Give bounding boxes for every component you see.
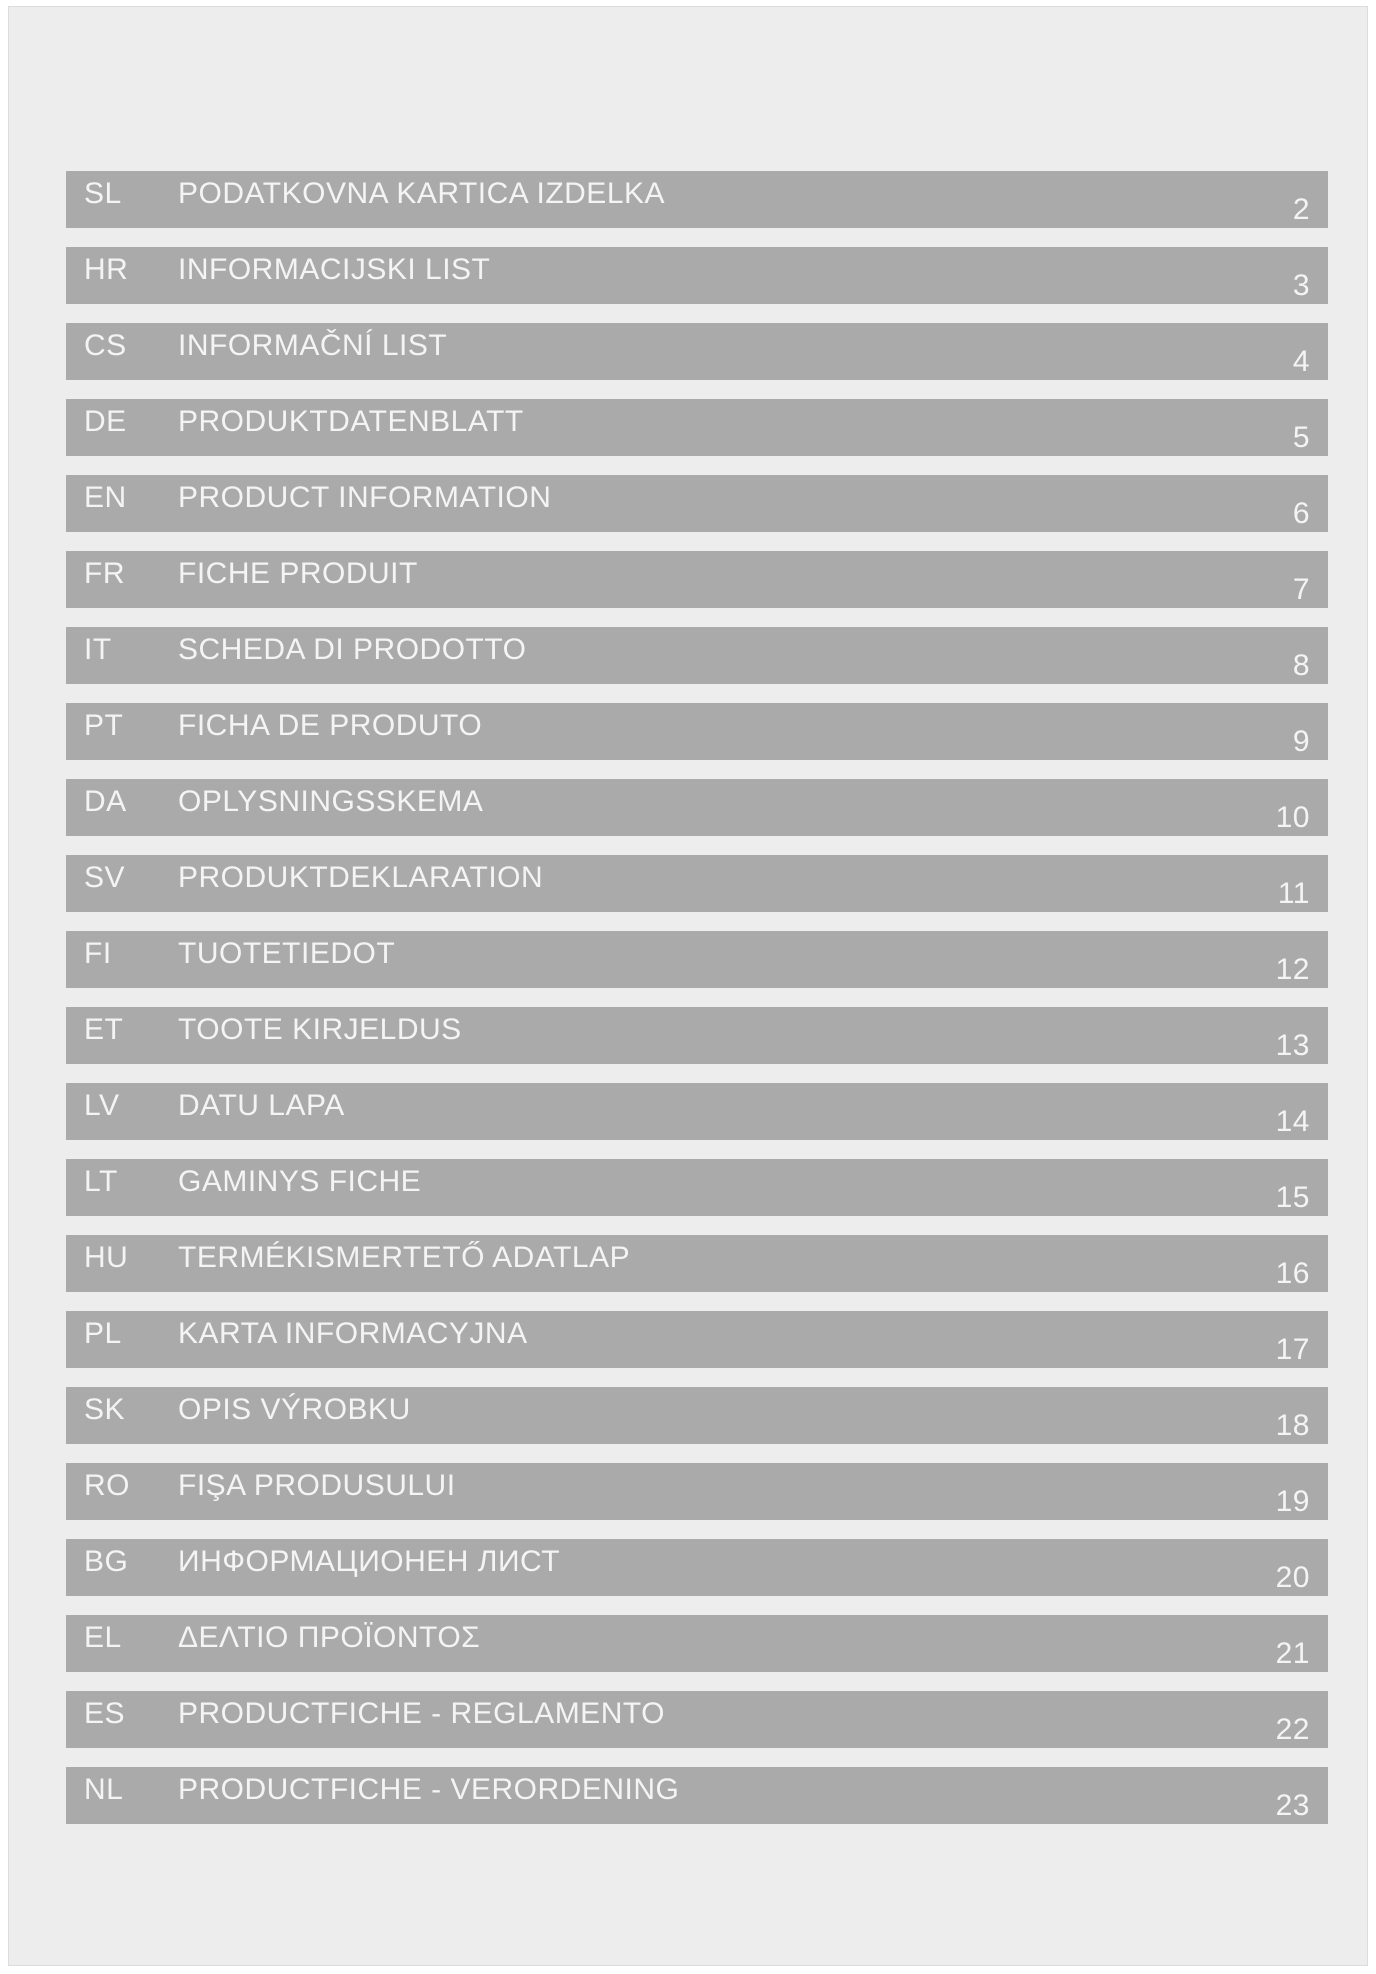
toc-row — [66, 1691, 1328, 1748]
toc-row — [66, 1767, 1328, 1824]
toc-row — [66, 931, 1328, 988]
language-code: IT — [84, 633, 112, 666]
page-number: 5 — [1292, 421, 1310, 454]
language-code: BG — [84, 1545, 129, 1578]
page-number: 8 — [1292, 649, 1310, 682]
section-title: TUOTETIEDOT — [178, 937, 396, 970]
toc-row — [66, 1615, 1328, 1672]
toc-row — [66, 1539, 1328, 1596]
page-number: 11 — [1277, 877, 1310, 910]
toc-row — [66, 1083, 1328, 1140]
page-number: 3 — [1292, 269, 1310, 302]
toc-row — [66, 1007, 1328, 1064]
page-number: 6 — [1292, 497, 1310, 530]
section-title: KARTA INFORMACYJNA — [178, 1317, 528, 1350]
page-number: 18 — [1275, 1409, 1310, 1442]
language-code: PL — [84, 1317, 122, 1350]
page-number: 10 — [1275, 801, 1310, 834]
toc-row — [66, 323, 1328, 380]
section-title: PRODUCTFICHE - REGLAMENTO — [178, 1697, 665, 1730]
section-title: OPLYSNINGSSKEMA — [178, 785, 484, 818]
language-code: PT — [84, 709, 124, 742]
section-title: INFORMAČNÍ LIST — [178, 329, 448, 362]
language-code: LT — [84, 1165, 118, 1198]
section-title: PRODUKTDATENBLATT — [178, 405, 524, 438]
language-code: DE — [84, 405, 127, 438]
page-number: 12 — [1275, 953, 1310, 986]
language-code: DA — [84, 785, 127, 818]
page-number: 9 — [1292, 725, 1310, 758]
toc-row — [66, 475, 1328, 532]
page-number: 21 — [1275, 1637, 1310, 1670]
toc-row — [66, 551, 1328, 608]
language-code: HR — [84, 253, 129, 286]
toc-row — [66, 247, 1328, 304]
language-code: SV — [84, 861, 126, 894]
toc-row — [66, 399, 1328, 456]
page-number: 16 — [1275, 1257, 1310, 1290]
language-code: CS — [84, 329, 127, 362]
language-code: ES — [84, 1697, 126, 1730]
section-title: FICHE PRODUIT — [178, 557, 418, 590]
language-code: FI — [84, 937, 112, 970]
toc-row — [66, 855, 1328, 912]
page-number: 15 — [1275, 1181, 1310, 1214]
page-number: 4 — [1292, 345, 1310, 378]
section-title: GAMINYS FICHE — [178, 1165, 422, 1198]
section-title: INFORMACIJSKI LIST — [178, 253, 491, 286]
language-code: ET — [84, 1013, 124, 1046]
section-title: PRODUCT INFORMATION — [178, 481, 552, 514]
page-number: 19 — [1275, 1485, 1310, 1518]
table-of-contents — [66, 171, 1328, 1843]
section-title: ИНФОРМАЦИОНЕН ЛИСТ — [178, 1545, 561, 1578]
section-title: TOOTE KIRJELDUS — [178, 1013, 462, 1046]
toc-row — [66, 1159, 1328, 1216]
toc-row — [66, 703, 1328, 760]
section-title: FICHA DE PRODUTO — [178, 709, 483, 742]
toc-row — [66, 1311, 1328, 1368]
toc-row — [66, 627, 1328, 684]
section-title: PRODUCTFICHE - VERORDENING — [178, 1773, 680, 1806]
page-number: 14 — [1275, 1105, 1310, 1138]
toc-row — [66, 171, 1328, 228]
toc-row — [66, 779, 1328, 836]
page-number: 13 — [1275, 1029, 1310, 1062]
section-title: OPIS VÝROBKU — [178, 1393, 411, 1426]
language-code: HU — [84, 1241, 129, 1274]
section-title: TERMÉKISMERTETŐ ADATLAP — [178, 1241, 631, 1274]
page-number: 2 — [1292, 193, 1310, 226]
toc-row — [66, 1235, 1328, 1292]
language-code: SK — [84, 1393, 126, 1426]
page-number: 23 — [1275, 1789, 1310, 1822]
page-number: 22 — [1275, 1713, 1310, 1746]
language-code: SL — [84, 177, 122, 210]
language-code: LV — [84, 1089, 120, 1122]
document-page — [8, 6, 1368, 1966]
page-number: 20 — [1275, 1561, 1310, 1594]
page-number: 7 — [1292, 573, 1310, 606]
language-code: EN — [84, 481, 127, 514]
language-code: RO — [84, 1469, 130, 1502]
language-code: NL — [84, 1773, 124, 1806]
section-title: ΔΕΛΤΙΟ ΠΡΟΪΟΝΤΟΣ — [178, 1621, 481, 1654]
section-title: PRODUKTDEKLARATION — [178, 861, 544, 894]
section-title: PODATKOVNA KARTICA IZDELKA — [178, 177, 666, 210]
language-code: EL — [84, 1621, 122, 1654]
language-code: FR — [84, 557, 125, 590]
page-number: 17 — [1275, 1333, 1310, 1366]
section-title: FIŞA PRODUSULUI — [178, 1469, 456, 1502]
toc-row — [66, 1463, 1328, 1520]
toc-row — [66, 1387, 1328, 1444]
section-title: DATU LAPA — [178, 1089, 345, 1122]
section-title: SCHEDA DI PRODOTTO — [178, 633, 527, 666]
